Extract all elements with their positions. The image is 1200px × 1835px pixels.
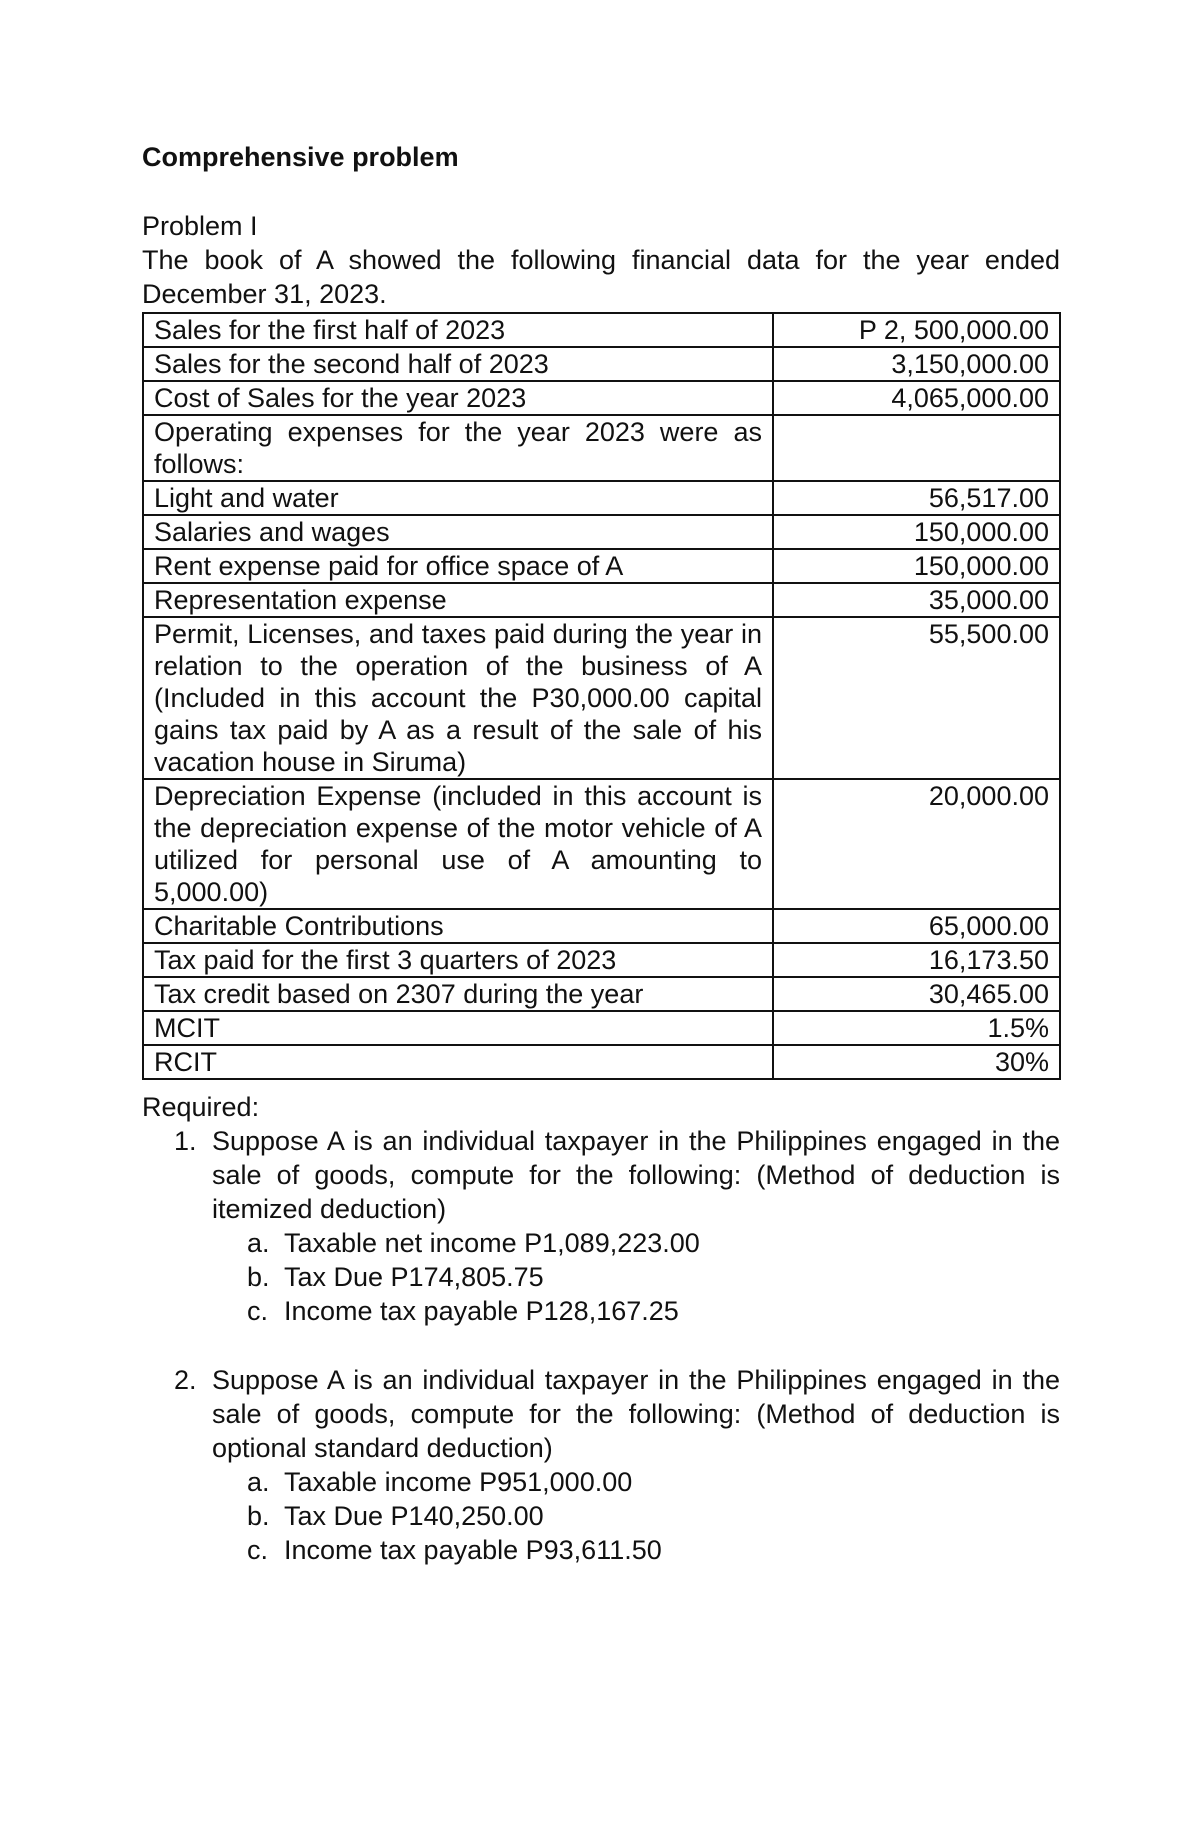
table-row bbox=[143, 977, 1060, 1011]
row-amount: 150,000.00 bbox=[773, 549, 1060, 583]
row-amount: 56,517.00 bbox=[773, 481, 1060, 515]
item-letter: b. bbox=[247, 1501, 270, 1531]
row-label: Operating expenses for the year 2023 were as follows: bbox=[143, 415, 773, 481]
row-label: Sales for the first half of 2023 bbox=[143, 313, 773, 347]
row-label: RCIT bbox=[143, 1045, 773, 1079]
table-row bbox=[143, 415, 1060, 481]
table-row bbox=[143, 617, 1060, 779]
row-label: Depreciation Expense (included in this account is the depreciation expense of the motor vehicle of A utilized for personal use of A amounting to 5,000.00) bbox=[143, 779, 773, 909]
row-label: Permit, Licenses, and taxes paid during the year in relation to the operation of the business of A (Included in this account the P30,000.00 capital gains tax paid by A as a result of the sale of his vacation house in Siruma) bbox=[143, 617, 773, 779]
row-amount: 150,000.00 bbox=[773, 515, 1060, 549]
row-amount: 16,173.50 bbox=[773, 943, 1060, 977]
question-text: Suppose A is an individual taxpayer in the Philippines engaged in the sale of goods, compute for the following: (Method of deduction is itemized deduction) bbox=[212, 1126, 1060, 1224]
item-letter: c. bbox=[247, 1296, 269, 1326]
table-row bbox=[143, 943, 1060, 977]
table-row bbox=[143, 381, 1060, 415]
list-item bbox=[247, 1533, 662, 1567]
row-amount: 65,000.00 bbox=[773, 909, 1060, 943]
list-item bbox=[247, 1294, 679, 1328]
row-label: Sales for the second half of 2023 bbox=[143, 347, 773, 381]
required-label: Required: bbox=[142, 1092, 260, 1122]
row-amount: 30,465.00 bbox=[773, 977, 1060, 1011]
row-amount: P 2, 500,000.00 bbox=[773, 313, 1060, 347]
item-text: Tax Due P140,250.00 bbox=[284, 1501, 544, 1531]
row-label: Cost of Sales for the year 2023 bbox=[143, 381, 773, 415]
row-label: MCIT bbox=[143, 1011, 773, 1045]
row-label: Charitable Contributions bbox=[143, 909, 773, 943]
row-label: Tax credit based on 2307 during the year bbox=[143, 977, 773, 1011]
row-amount: 30% bbox=[773, 1045, 1060, 1079]
row-amount: 4,065,000.00 bbox=[773, 381, 1060, 415]
list-item bbox=[247, 1260, 544, 1294]
table-row bbox=[143, 583, 1060, 617]
item-text: Taxable net income P1,089,223.00 bbox=[284, 1228, 700, 1258]
list-item bbox=[247, 1465, 632, 1499]
row-label: Rent expense paid for office space of A bbox=[143, 549, 773, 583]
table-row bbox=[143, 481, 1060, 515]
table-row bbox=[143, 515, 1060, 549]
row-amount: 20,000.00 bbox=[773, 779, 1060, 909]
row-amount bbox=[773, 415, 1060, 481]
table-row bbox=[143, 1045, 1060, 1079]
table-row bbox=[143, 347, 1060, 381]
row-amount: 55,500.00 bbox=[773, 617, 1060, 779]
row-amount: 3,150,000.00 bbox=[773, 347, 1060, 381]
row-amount: 35,000.00 bbox=[773, 583, 1060, 617]
list-item bbox=[247, 1499, 544, 1533]
financial-data-table bbox=[142, 312, 1061, 1080]
row-label: Light and water bbox=[143, 481, 773, 515]
question-number: 1. bbox=[174, 1126, 197, 1156]
table-row bbox=[143, 1011, 1060, 1045]
item-text: Tax Due P174,805.75 bbox=[284, 1262, 544, 1292]
table-row bbox=[143, 909, 1060, 943]
table-row bbox=[143, 549, 1060, 583]
table-row bbox=[143, 313, 1060, 347]
item-letter: a. bbox=[247, 1467, 270, 1497]
item-text: Income tax payable P128,167.25 bbox=[284, 1296, 679, 1326]
item-letter: c. bbox=[247, 1535, 269, 1565]
question-number: 2. bbox=[174, 1365, 197, 1395]
list-item bbox=[247, 1226, 700, 1260]
row-amount: 1.5% bbox=[773, 1011, 1060, 1045]
intro-paragraph: The book of A showed the following financial data for the year ended December 31, 2023. bbox=[142, 245, 1060, 309]
table-row bbox=[143, 779, 1060, 909]
page-title: Comprehensive problem bbox=[142, 142, 459, 172]
row-label: Representation expense bbox=[143, 583, 773, 617]
row-label: Tax paid for the first 3 quarters of 2023 bbox=[143, 943, 773, 977]
item-text: Income tax payable P93,611.50 bbox=[284, 1535, 662, 1565]
item-letter: b. bbox=[247, 1262, 270, 1292]
item-text: Taxable income P951,000.00 bbox=[284, 1467, 633, 1497]
problem-label: Problem I bbox=[142, 211, 258, 241]
item-letter: a. bbox=[247, 1228, 270, 1258]
row-label: Salaries and wages bbox=[143, 515, 773, 549]
question-text: Suppose A is an individual taxpayer in the Philippines engaged in the sale of goods, compute for the following: (Method of deduction is optional standard deduction) bbox=[212, 1365, 1060, 1463]
